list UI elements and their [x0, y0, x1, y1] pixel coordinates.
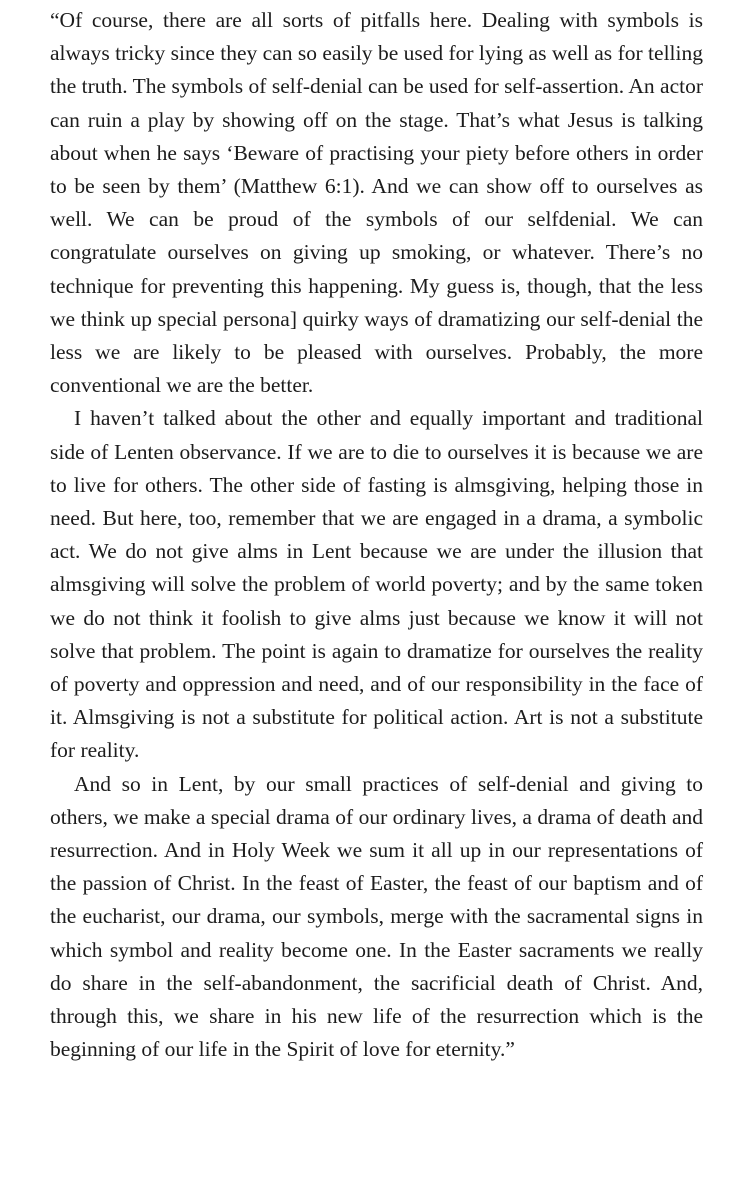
- paragraph-2: I haven’t talked about the other and equally important and traditional side of Lenten observance. If we are to die to ourselves it is because we are to live for others. The other side of fasting is almsgiving, helping those in need. But here, too, remember that we are engaged in a drama, a symbolic act. We do not give alms in Lent because we are under the illusion that almsgiving will solve the problem of world poverty; and by the same token we do not think it foolish to give alms just because we know it will not solve that problem. The point is again to dramatize for ourselves the reality of poverty and oppression and need, and of our responsibility in the face of it. Almsgiving is not a substitute for political action. Art is not a substitute for reality.: [50, 406, 703, 763]
- paragraph-3: And so in Lent, by our small practices of self-denial and giving to others, we make a special drama of our ordinary lives, a drama of death and resurrection. And in Holy Week we sum it all up in our representations of the passion of Christ. In the feast of Easter, the feast of our baptism and of the eucharist, our drama, our symbols, merge with the sacramental signs in which symbol and reality become one. In the Easter sacraments we really do share in the self-abandonment, the sacrificial death of Christ. And, through this, we share in his new life of the resurrection which is the beginning of our life in the Spirit of love for eternity.”: [50, 771, 703, 1062]
- paragraph-1: “Of course, there are all sorts of pitfalls here. Dealing with symbols is always tricky since they can so easily be used for lying as well as for telling the truth. The symbols of self-denial can be used for self-assertion. An actor can ruin a play by showing off on the stage. That’s what Jesus is talking about when he says ‘Beware of practising your piety before others in order to be seen by them’ (Matthew 6:1). And we can show off to ourselves as well. We can be proud of the symbols of our selfdenial. We can congratulate ourselves on giving up smoking, or whatever. There’s no technique for preventing this happening. My guess is, though, that the less we think up special persona] quirky ways of dramatizing our self-denial the less we are likely to be pleased with ourselves. Probably, the more conventional we are the better.: [50, 8, 703, 398]
- body-text: [50, 4, 703, 1067]
